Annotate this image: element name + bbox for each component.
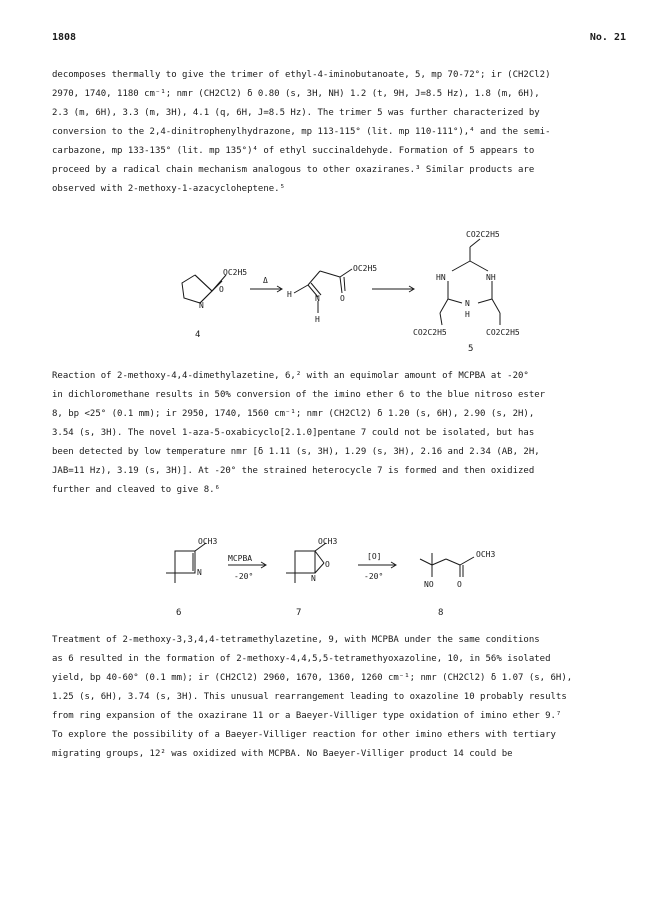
methoxy-label: OCH3 [318,537,338,546]
text-line: carbazone, mp 133-135° (lit. mp 135°)⁴ of ethyl succinaldehyde. Formation of 5 appears to [52,146,535,156]
ester-label: CO2C2H5 [413,328,447,337]
temperature-label: -20° [234,572,254,581]
text-line: observed with 2-methoxy-1-azacycloheptene.⁵ [52,184,285,194]
text-line: 2.3 (m, 6H), 3.3 (m, 3H), 4.1 (q, 6H, J=8.5 Hz). The trimer 5 was further characterized by [52,108,540,118]
text-line: 2970, 1740, 1180 cm⁻¹; nmr (CH2Cl2) δ 0.80 (s, 3H, NH) 1.2 (t, 9H, J=8.5 Hz), 1.8 (m, 6H), [52,89,540,99]
methoxy-label: OCH3 [476,550,496,559]
hydrogen-label: H [287,290,292,299]
text-line: in dichloromethane results in 50% conversion of the imino ether 6 to the blue nitroso ester [52,390,546,400]
text-line: Treatment of 2-methoxy-3,3,4,4-tetramethylazetine, 9, with MCPBA under the same conditions [52,635,540,645]
hydrogen-label: H [315,315,320,324]
nitrogen-label: N [465,299,470,308]
nitrogen-label: N [199,301,204,310]
reagent-label: MCPBA [228,554,253,563]
paragraph-1 [52,66,624,199]
amine-label: NH [486,273,496,282]
text-line: decomposes thermally to give the trimer of ethyl-4-iminobutanoate, 5, mp 70-72°; ir (CH2Cl2) [52,70,551,80]
amine-label: HN [436,273,446,282]
nitrogen-label: N [197,568,202,577]
compound-label-5: 5 [468,344,474,354]
journal-issue: No. 21 [589,32,626,43]
oxygen-label: O [457,580,462,589]
text-line: yield, bp 40-60° (0.1 mm); ir (CH2Cl2) 2960, 1670, 1360, 1260 cm⁻¹; nmr (CH2Cl2) δ 1.07 (s, 6H), [52,673,573,683]
ethoxy-label: OC2H5 [353,264,378,273]
ester-label: CO2C2H5 [486,328,520,337]
paragraph-2 [52,367,624,500]
text-line: 1.25 (s, 6H), 3.74 (s, 3H). This unusual rearrangement leading to oxazoline 10 probably results [52,692,567,702]
oxygen-label: O [325,560,330,569]
temperature-label: -20° [364,572,384,581]
nitrogen-label: N [311,574,316,583]
text-line: Reaction of 2-methoxy-4,4-dimethylazetine, 6,² with an equimolar amount of MCPBA at -20° [52,371,529,381]
text-line: further and cleaved to give 8.⁶ [52,485,220,495]
nitroso-label: NO [424,580,434,589]
text-line: from ring expansion of the oxazirane 11 or a Baeyer-Villiger type oxidation of imino ether 9.⁷ [52,711,562,721]
nitrogen-label: N [315,294,320,303]
oxygen-label: O [219,285,224,294]
oxidant-label: [O] [367,552,382,561]
text-line: To explore the possibility of a Baeyer-Villiger reaction for other imino ethers with tertiary [52,730,556,740]
scheme-2-azetine-oxidation [0,535,672,625]
text-line: conversion to the 2,4-dinitrophenylhydrazone, mp 113-115° (lit. mp 110-111°),⁴ and the semi- [52,127,551,137]
compound-label-7: 7 [296,608,302,618]
text-line: migrating groups, 12² was oxidized with MCPBA. No Baeyer-Villiger product 14 could be [52,749,513,759]
hydrogen-label: H [465,310,470,319]
paragraph-3 [52,631,624,764]
text-line: 8, bp <25° (0.1 mm); ir 2950, 1740, 1560 cm⁻¹; nmr (CH2Cl2) δ 1.20 (s, 6H), 2.90 (s, 2H), [52,409,535,419]
text-line: JAB=11 Hz), 3.19 (s, 3H)]. At -20° the strained heterocycle 7 is formed and then oxidized [52,466,535,476]
scheme-1-oxazirane-decomposition [0,225,672,355]
methoxy-label: OCH3 [198,537,218,546]
compound-label-8: 8 [438,608,444,618]
ester-label: CO2C2H5 [466,230,500,239]
compound-label-6: 6 [176,608,182,618]
ethoxy-label: OC2H5 [223,268,248,277]
compound-label-4: 4 [195,330,201,340]
oxygen-label: O [340,294,345,303]
text-line: proceed by a radical chain mechanism analogous to other oxaziranes.³ Similar products are [52,165,535,175]
heat-label: Δ [263,276,268,285]
text-line: as 6 resulted in the formation of 2-methoxy-4,4,5,5-tetramethyoxazoline, 10, in 56% isolated [52,654,551,664]
text-line: 3.54 (s, 3H). The novel 1-aza-5-oxabicyclo[2.1.0]pentane 7 could not be isolated, but has [52,428,535,438]
page-number: 1808 [52,32,77,43]
text-line: been detected by low temperature nmr [δ 1.11 (s, 3H), 1.29 (s, 3H), 2.16 and 2.34 (AB, 2H, [52,447,540,457]
